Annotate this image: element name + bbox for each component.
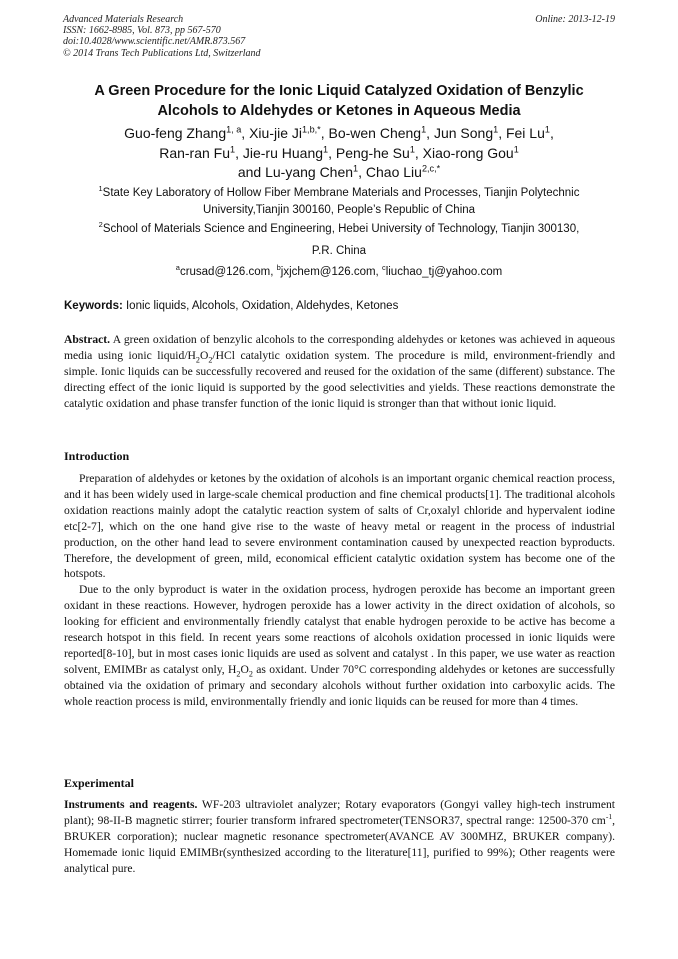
experimental-paragraph: [64, 797, 615, 877]
paragraph-text: O: [240, 662, 249, 676]
author-affil-mark: 1: [544, 124, 550, 135]
email-mark: b: [276, 263, 281, 273]
author-affil-mark: 1: [409, 143, 415, 154]
affiliation-mark: 1: [98, 184, 103, 194]
author-separator: ,: [320, 125, 329, 141]
journal-copyright: © 2014 Trans Tech Publications Ltd, Switzerland: [63, 47, 261, 59]
introduction-paragraph-1: Preparation of aldehydes or ketones by the oxidation of alcohols is an important organic chemical reaction process, and it has been widely used in large-scale chemical production and fine chemical products[1]. The traditional alcohols oxidation reactions mainly adopt the catalytic reaction system of salts of Cr,oxalyl chloride and hypervalent iodine etc[2-7], which on the one hand give rise to the waste of heavy metal or reagent in the process of industrial production, on the other hand lead to severe environment contamination caused by unexpected reaction byproducts. Therefore, the development of green, mild, economical efficient catalytic oxidation system has become one of the hotspots.: [64, 472, 615, 581]
paragraph-text: as oxidant. Under 70°C corresponding aldehydes or ketones are successfully obtained via the oxidation of primary and secondary alcohols without further oxidation into carboxylic acids. The whole reaction process is mild, environmentally friendly and ionic liquids can be reused for more than 4 times.: [64, 662, 616, 708]
affiliation-text: School of Materials Science and Engineering, Hebei University of Technology, Tianjin 300130,: [102, 223, 580, 235]
keywords: [64, 299, 618, 314]
author-separator: ,: [549, 125, 554, 141]
author-name: Xiu-jie Ji: [249, 125, 302, 141]
introduction-paragraph-2: [64, 582, 615, 709]
author-separator: ,: [358, 164, 366, 180]
subscript: 2: [236, 669, 241, 679]
author-affil-mark: 1: [323, 143, 329, 154]
paragraph-text: Due to the only byproduct is water in the oxidation process, hydrogen peroxide has become an important green oxidant in these reactions. However, hydrogen peroxide has a lower activity in the direct oxidation of alcohols, so looking for efficient and environmentally friendly catalyst that enable hydrogen peroxide to be active has become a research hotspot in this field. In recent years some reactions of alcohols oxidation processed in ionic liquids were reported[8-10], but in most cases ionic liquids are used as solvent and catalyst . In this paper, we use water as reaction solvent, EMIMBr as catalyst only, H: [64, 583, 615, 676]
keywords-text: Ionic liquids, Alcohols, Oxidation, Aldehydes, Ketones: [122, 300, 399, 312]
author-affil-mark: 1: [353, 163, 359, 174]
affiliation-text: State Key Laboratory of Hollow Fiber Membrane Materials and Processes, Tianjin Polytechnic: [102, 187, 580, 199]
section-heading-experimental: Experimental: [64, 776, 134, 790]
author-affil-mark: 1: [493, 124, 499, 135]
experimental-body: [64, 797, 615, 877]
author-name: Bo-wen Cheng: [328, 125, 422, 141]
author-affil-mark: 1: [513, 143, 519, 154]
subscript: 2: [248, 669, 253, 679]
author-name: Ran-ran Fu: [159, 144, 231, 161]
journal-name: Advanced Materials Research: [63, 14, 184, 25]
online-date: Online: 2013-12-19: [535, 14, 615, 25]
affiliation-1-line-1: [50, 185, 628, 202]
author-separator: ,: [328, 144, 336, 161]
author-name: Chao Liu: [365, 164, 422, 180]
section-heading-introduction: Introduction: [64, 449, 130, 463]
abstract-text: O: [199, 348, 209, 362]
abstract-text: A green oxidation of benzylic alcohols to the corresponding aldehydes or ketones was achieved in aqueous media using ionic liquid/H: [64, 333, 615, 362]
author-separator: ,: [241, 125, 250, 141]
author-name: Xiao-rong Gou: [422, 144, 514, 161]
abstract-label: Abstract.: [64, 333, 111, 346]
email-mark: a: [175, 263, 180, 273]
author-separator: ,: [498, 125, 506, 141]
author-affil-mark: 1, a: [226, 124, 242, 135]
affiliation-2-line-1: [50, 221, 628, 238]
abstract-text: /HCl catalytic oxidation system. The procedure is mild, environment-friendly and simple. Ionic liquids can be successfully recovered and reused for the oxidation of the same (different) substance. The directing effect of the ionic liquid is supported by the good selectivities and yields. These reactions demonstrate the catalytic oxidation and phase transfer function of the ionic liquid is stronger than that without ionic liquid.: [64, 348, 615, 410]
author-affil-mark: 1: [421, 124, 427, 135]
author-name: Fei Lu: [505, 125, 545, 141]
author-affil-mark: 1,b,*: [301, 124, 321, 135]
affiliation-2: [50, 221, 628, 260]
author-name: Guo-feng Zhang: [124, 125, 227, 141]
paragraph-lead: Instruments and reagents.: [64, 798, 198, 811]
author-line-1: [40, 124, 638, 144]
author-affil-mark: 1: [230, 143, 236, 154]
paper-title: [40, 81, 638, 121]
author-affil-mark: 2,c,*: [421, 163, 441, 174]
journal-doi: doi:10.4028/www.scientific.net/AMR.873.567: [63, 36, 246, 48]
author-separator: ,: [235, 144, 243, 161]
author-separator: ,: [414, 144, 423, 161]
author-separator: ,: [426, 125, 434, 141]
email-c: liuchao_tj@yahoo.com: [385, 266, 503, 278]
abstract-paragraph: [64, 332, 615, 412]
author-name: Peng-he Su: [335, 144, 410, 161]
author-name: and Lu-yang Chen: [237, 164, 354, 180]
subscript: 2: [208, 355, 213, 365]
author-line-3: [40, 163, 638, 183]
keywords-label: Keywords:: [64, 300, 123, 312]
paragraph-text: WF-203 ultraviolet analyzer; Rotary evaporators (Gongyi valley high-tech instrument plant); 98-II-B magnetic stirrer; fourier transform infrared spectrometer(TENSOR37, spectral range: 12500-370 cm: [64, 798, 615, 827]
author-name: Jie-ru Huang: [242, 144, 324, 161]
affiliation-2-line-2: P.R. China: [311, 245, 367, 257]
email-a: crusad@126.com,: [179, 266, 277, 278]
email-list: [50, 264, 628, 281]
affiliation-1-line-2: University,Tianjin 300160, People’s Republic of China: [202, 204, 476, 216]
email-b: jxjchem@126.com,: [280, 266, 382, 278]
journal-issn: ISSN: 1662-8985, Vol. 873, pp 567-570: [63, 25, 221, 37]
affiliation-1: [50, 185, 628, 219]
email-mark: c: [381, 263, 386, 273]
journal-header: [63, 14, 615, 59]
affiliation-mark: 2: [98, 220, 103, 230]
title-line-1: A Green Procedure for the Ionic Liquid Catalyzed Oxidation of Benzylic: [94, 83, 584, 99]
abstract: [64, 332, 615, 412]
superscript: -1: [605, 812, 613, 822]
author-line-2: [40, 144, 638, 164]
author-list: [40, 124, 638, 183]
paragraph-text: , BRUKER corporation); nuclear magnetic resonance spectrometer(AVANCE AV 300MHZ, BRUKER company). Homemade ionic liquid EMIMBr(synthesized according to the literature[11], purified to 99%); Other reagents were analytical pure.: [64, 813, 615, 875]
subscript: 2: [195, 355, 200, 365]
introduction-body: [64, 471, 615, 710]
author-name: Jun Song: [433, 125, 494, 141]
title-line-2: Alcohols to Aldehydes or Ketones in Aqueous Media: [157, 103, 521, 119]
